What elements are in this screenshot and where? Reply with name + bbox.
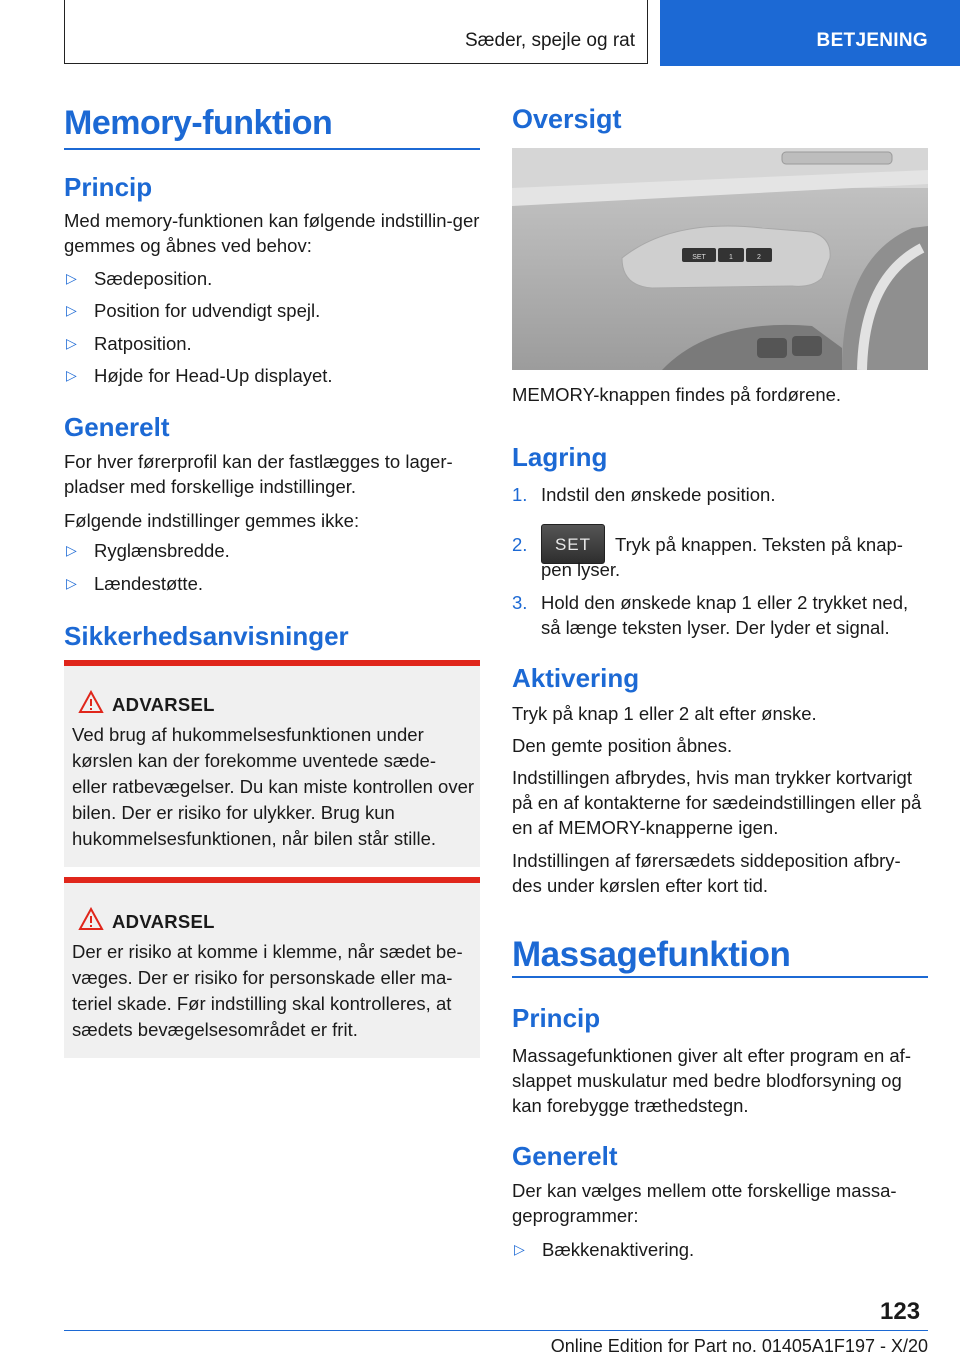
- door-panel-illustration: [512, 148, 928, 370]
- page-number: 123: [880, 1298, 921, 1325]
- footer-rule: [64, 1330, 928, 1331]
- aktivering-text-4: Indstillingen af førersædets siddeposition afbry-des under kørslen efter kort tid.: [512, 850, 901, 896]
- bullet-triangle-icon: ▷: [66, 367, 77, 383]
- bullet-triangle-icon: ▷: [66, 335, 77, 351]
- bullet-triangle-icon: ▷: [514, 1241, 525, 1257]
- warning-label: ADVARSEL: [112, 911, 215, 932]
- image-caption: MEMORY-knappen findes på fordørene.: [512, 384, 842, 405]
- door-memory-buttons-photo: [512, 148, 928, 370]
- massage-princip-text: Massagefunktionen giver alt efter program en af-slappet muskulatur med bedre blodforsyning og kan forebygge træthedstegn.: [512, 1045, 911, 1116]
- edition-footer: Online Edition for Part no. 01405A1F197 - X/20: [550, 1336, 928, 1356]
- svg-text:1: 1: [729, 254, 733, 261]
- massage-generelt-text: Der kan vælges mellem otte forskellige massa-geprogrammer:: [512, 1180, 897, 1226]
- aktivering-text-2: Den gemte position åbnes.: [512, 735, 733, 756]
- warning-text: Ved brug af hukommelsesfunktionen under kørslen kan der forekomme uventede sæde- eller ratbevægelser. Du kan miste kontrollen over bilen. Der er risiko for ulykker. Brug kun hukommelsesfunktionen, når bilen står stille.: [72, 724, 475, 849]
- generelt-heading: Generelt: [64, 412, 170, 442]
- generelt-text: For hver førerprofil kan der fastlægges to lager-pladser med forskellige indstillinger.: [64, 451, 453, 497]
- bullet-triangle-icon: ▷: [66, 542, 77, 558]
- chapter-tab-label: BETJENING: [816, 30, 928, 51]
- step-number: 3.: [512, 592, 528, 613]
- step-number: 1.: [512, 484, 528, 505]
- aktivering-text-3: Indstillingen afbrydes, hvis man trykker kortvarigt på en af kontakterne for sædeindstillingen eller på en af MEMORY-knapperne igen.: [512, 767, 922, 838]
- princip-heading: Princip: [64, 172, 153, 202]
- svg-text:2: 2: [757, 254, 761, 261]
- heading-rule: [64, 148, 480, 150]
- step-item: 2. SET Tryk på knappen. Teksten på knap-pen lyser.: [512, 532, 928, 584]
- aktivering-heading: Aktivering: [512, 663, 640, 693]
- oversigt-heading: Oversigt: [512, 104, 622, 134]
- step-number: 2.: [512, 534, 528, 555]
- heading-rule: [512, 976, 928, 978]
- massage-heading: Massagefunktion: [512, 935, 791, 974]
- generelt-text-2: Følgende indstillinger gemmes ikke:: [64, 510, 360, 531]
- memory-heading: Memory-funktion: [64, 104, 333, 142]
- set-button-icon: SET: [541, 524, 605, 564]
- warning-triangle-icon: [78, 690, 104, 714]
- aktivering-text-1: Tryk på knap 1 eller 2 alt efter ønske.: [512, 703, 817, 724]
- lagring-heading: Lagring: [512, 442, 608, 472]
- header-box: [64, 0, 648, 64]
- section-title: Sæder, spejle og rat: [464, 30, 635, 51]
- princip-text: Med memory-funktionen kan følgende indstillin-ger gemmes og åbnes ved behov:: [64, 210, 480, 256]
- warning-text: Der er risiko at komme i klemme, når sædet be-væges. Der er risiko for personskade eller ma-teriel skade. Før indstilling skal kontrolleres, at sædets bevægelsesområdet er frit.: [72, 941, 463, 1040]
- svg-text:SET: SET: [692, 254, 706, 261]
- warning-box: [64, 877, 480, 1058]
- bullet-triangle-icon: ▷: [66, 575, 77, 591]
- warning-label: ADVARSEL: [112, 694, 215, 715]
- massage-princip-heading: Princip: [512, 1003, 601, 1033]
- warning-box: [64, 660, 480, 867]
- bullet-triangle-icon: ▷: [66, 270, 77, 286]
- chapter-tab[interactable]: [660, 0, 960, 66]
- bullet-triangle-icon: ▷: [66, 302, 77, 318]
- massage-generelt-heading: Generelt: [512, 1141, 618, 1171]
- safety-heading: Sikkerhedsanvisninger: [64, 621, 349, 651]
- warning-triangle-icon: [78, 907, 104, 931]
